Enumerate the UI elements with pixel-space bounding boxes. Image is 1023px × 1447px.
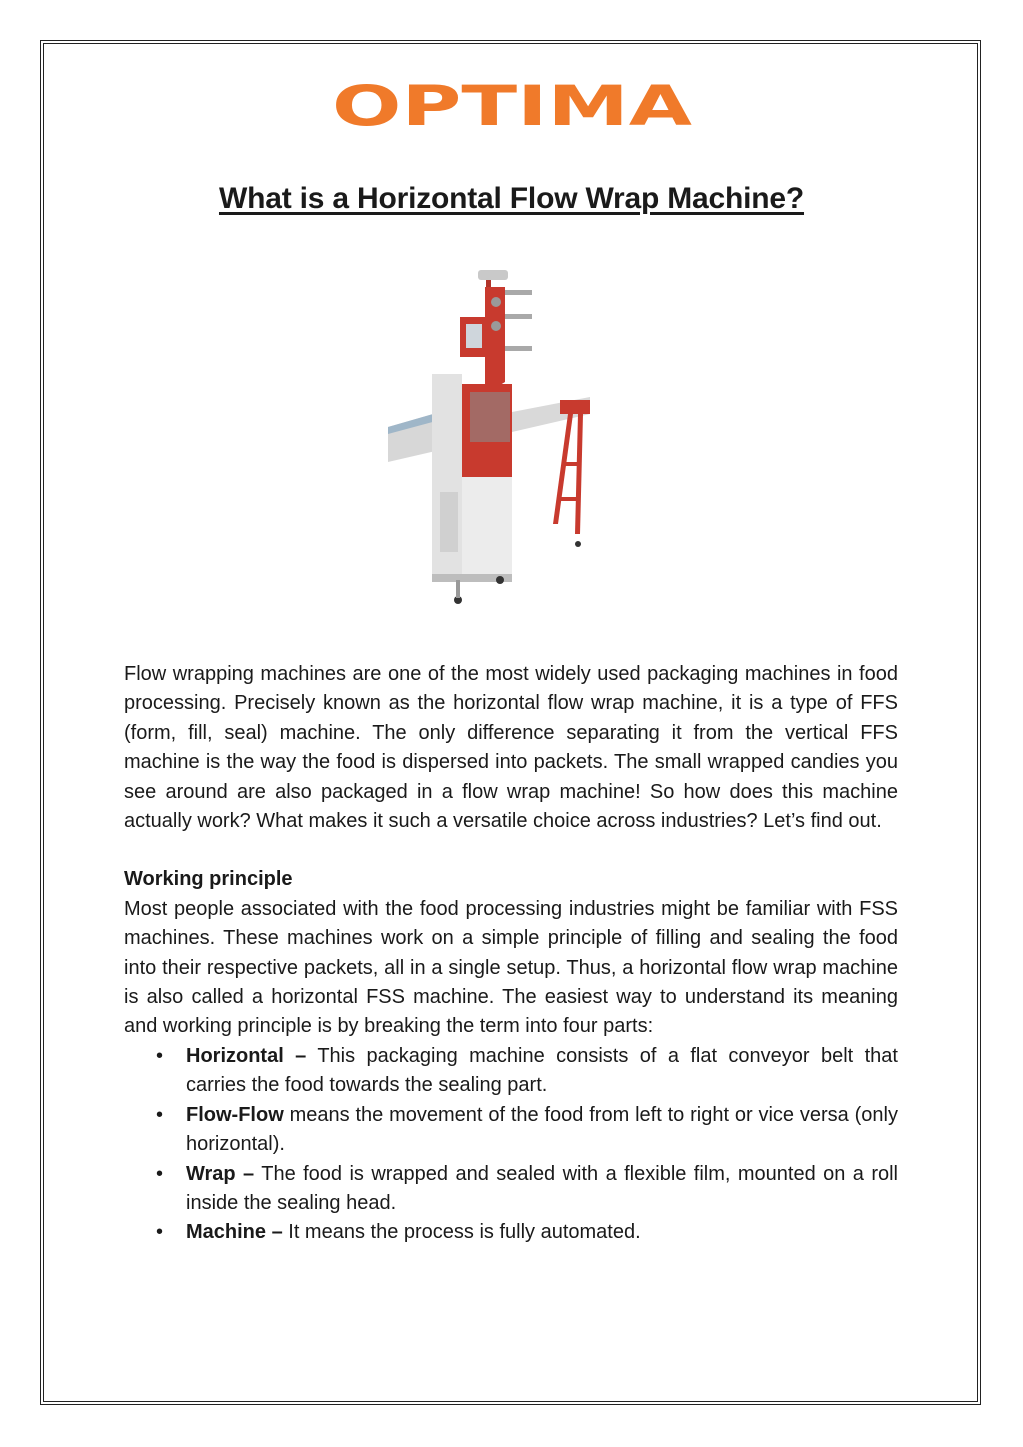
list-item [156,1101,898,1160]
intro-paragraph: Flow wrapping machines are one of the most widely used packaging machines in food processing. Precisely known as the horizontal flow wrap machine, it is a type of FFS (form, fill, seal) machine. The only difference separating it from the vertical FFS machine is the way the food is dispersed into packets. The small wrapped candies you see around are also packaged in a flow wrap machine! So how does this machine actually work? What makes it such a versatile choice across industries? Let’s find out. [124,663,898,833]
list-item-term: Wrap – [186,1162,255,1185]
list-item-text: It means the process is fully automated. [282,1221,641,1244]
bullet-icon: • [156,1103,164,1126]
section-heading: Working principle [124,868,293,891]
bullet-icon: • [156,1162,164,1185]
list-item-term: Flow-Flow [186,1103,284,1126]
list-item [156,1160,898,1219]
optima-logo [330,80,694,132]
list-item-term: Machine – [186,1221,283,1244]
list-item-text: The food is wrapped and sealed with a flexible film, mounted on a roll inside the sealing head. [186,1162,898,1214]
section-paragraph: Most people associated with the food processing industries might be familiar with FSS machines. These machines work on a simple principle of filling and sealing the food into their respective packets, all in a single setup. Thus, a horizontal flow wrap machine is also called a horizontal FSS machine. The easiest way to understand its meaning and working principle is by breaking the term into four parts: [124,897,898,1038]
page-title: What is a Horizontal Flow Wrap Machine? [218,182,805,215]
bullet-icon: • [156,1221,164,1244]
list-item-text: This packaging machine consists of a flat conveyor belt that carries the food towards the sealing part. [186,1044,898,1097]
article-body [124,660,898,1248]
bullet-icon: • [156,1044,164,1067]
list-item-text: means the movement of the food from left to right or vice versa (only horizontal). [186,1103,898,1156]
term-list [124,1042,898,1248]
list-item-term: Horizontal – [186,1044,307,1067]
logo-text: OPTIMA [332,80,693,132]
flow-wrap-machine-image [380,262,605,607]
list-item [156,1218,898,1247]
list-item [156,1042,898,1101]
